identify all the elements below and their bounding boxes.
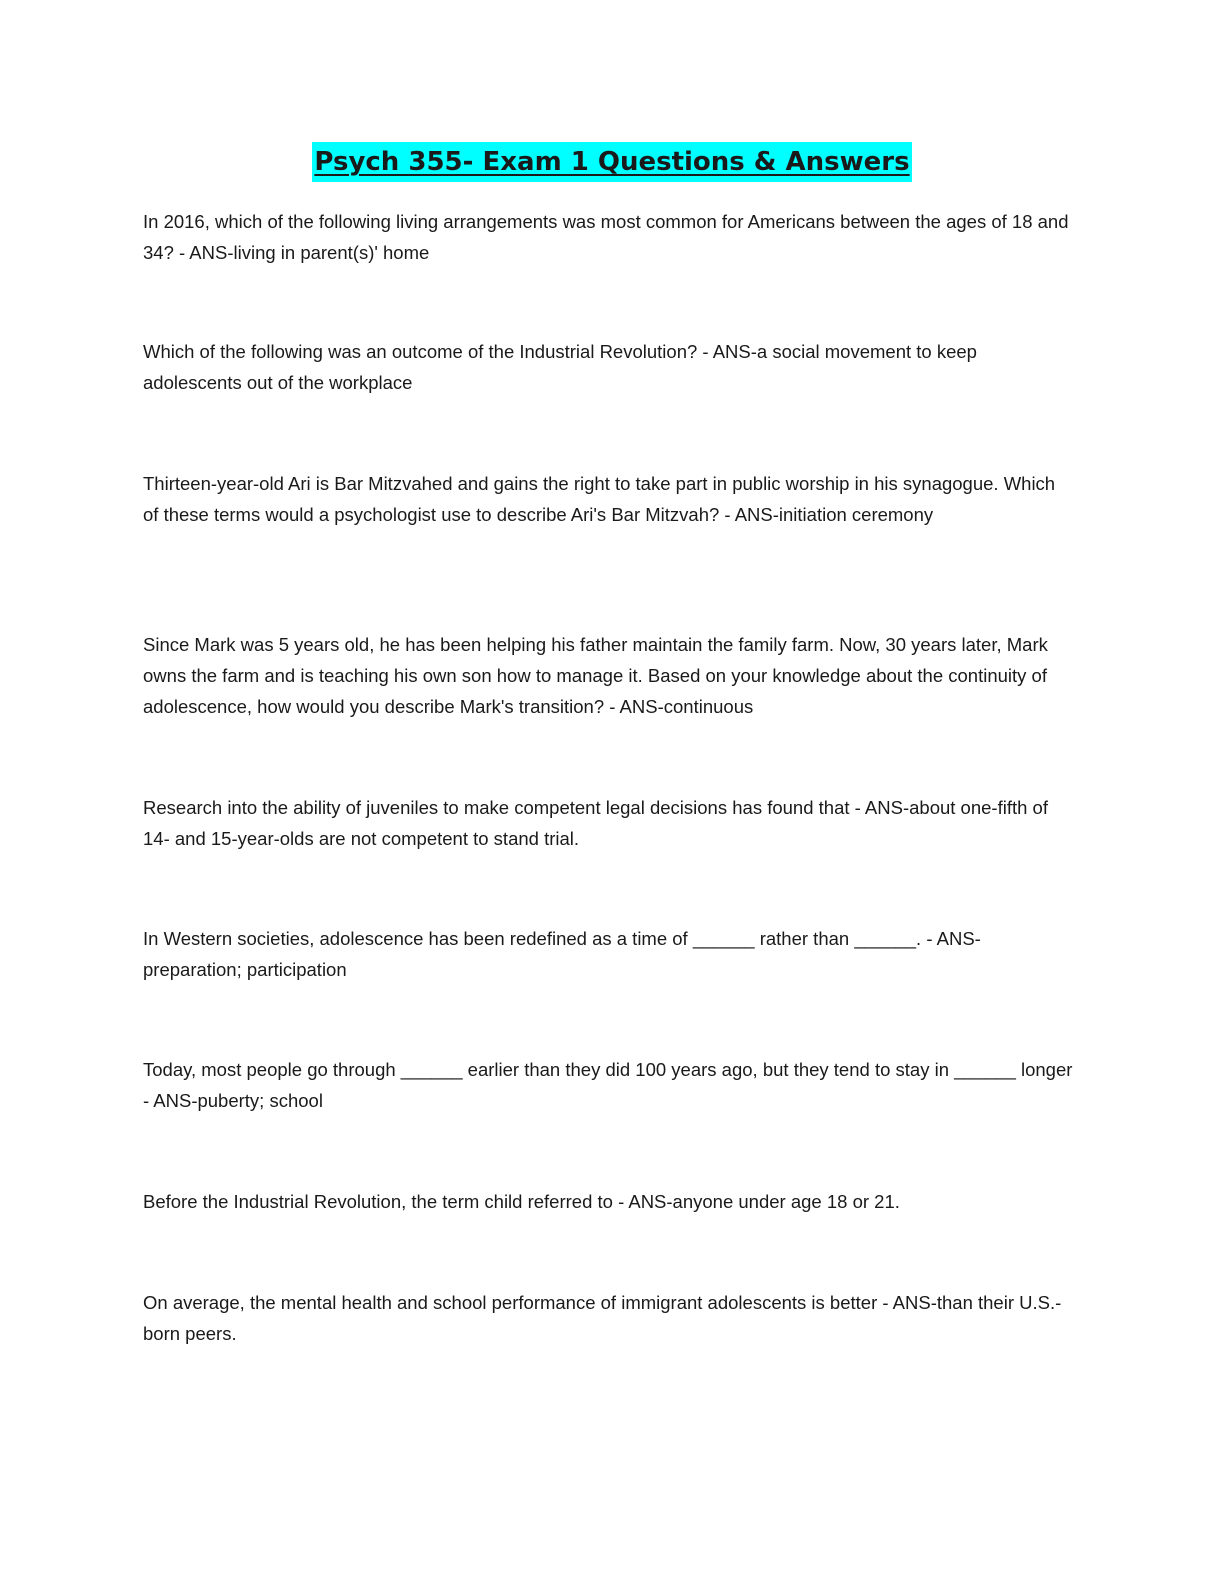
page-title: Psych 355- Exam 1 Questions & Answers [312,142,911,182]
qa-item-9: On average, the mental health and school performance of immigrant adolescents is better - ANS-than their U.S.-born peers. [143,1292,1062,1344]
qa-item-7: Today, most people go through ______ earlier than they did 100 years ago, but they tend to stay in ______ longer - ANS-puberty; school [143,1059,1073,1111]
qa-item-3: Thirteen-year-old Ari is Bar Mitzvahed and gains the right to take part in public worship in his synagogue. Which of these terms would a psychologist use to describe Ari's Bar Mitzvah? - ANS-initiation ceremony [143,473,1056,525]
qa-item-5: Research into the ability of juveniles to make competent legal decisions has found that - ANS-about one-fifth of 14- and 15-year-olds are not competent to stand trial. [143,797,1048,849]
qa-item-4: Since Mark was 5 years old, he has been helping his father maintain the family farm. Now, 30 years later, Mark owns the farm and is teaching his own son how to manage it. Based on your knowledge about the continuity of adolescence, how would you describe Mark's transition? - ANS-continuous [143,634,1048,717]
qa-item-2: Which of the following was an outcome of the Industrial Revolution? - ANS-a social movement to keep adolescents out of the workplace [143,341,977,393]
qa-item-6: In Western societies, adolescence has been redefined as a time of ______ rather than ______. - ANS-preparation; participation [143,928,981,980]
qa-item-1: In 2016, which of the following living arrangements was most common for Americans between the ages of 18 and 34? - ANS-living in parent(s)' home [143,211,1069,263]
qa-item-8: Before the Industrial Revolution, the term child referred to - ANS-anyone under age 18 or 21. [143,1191,900,1212]
title-container [0,142,1224,182]
